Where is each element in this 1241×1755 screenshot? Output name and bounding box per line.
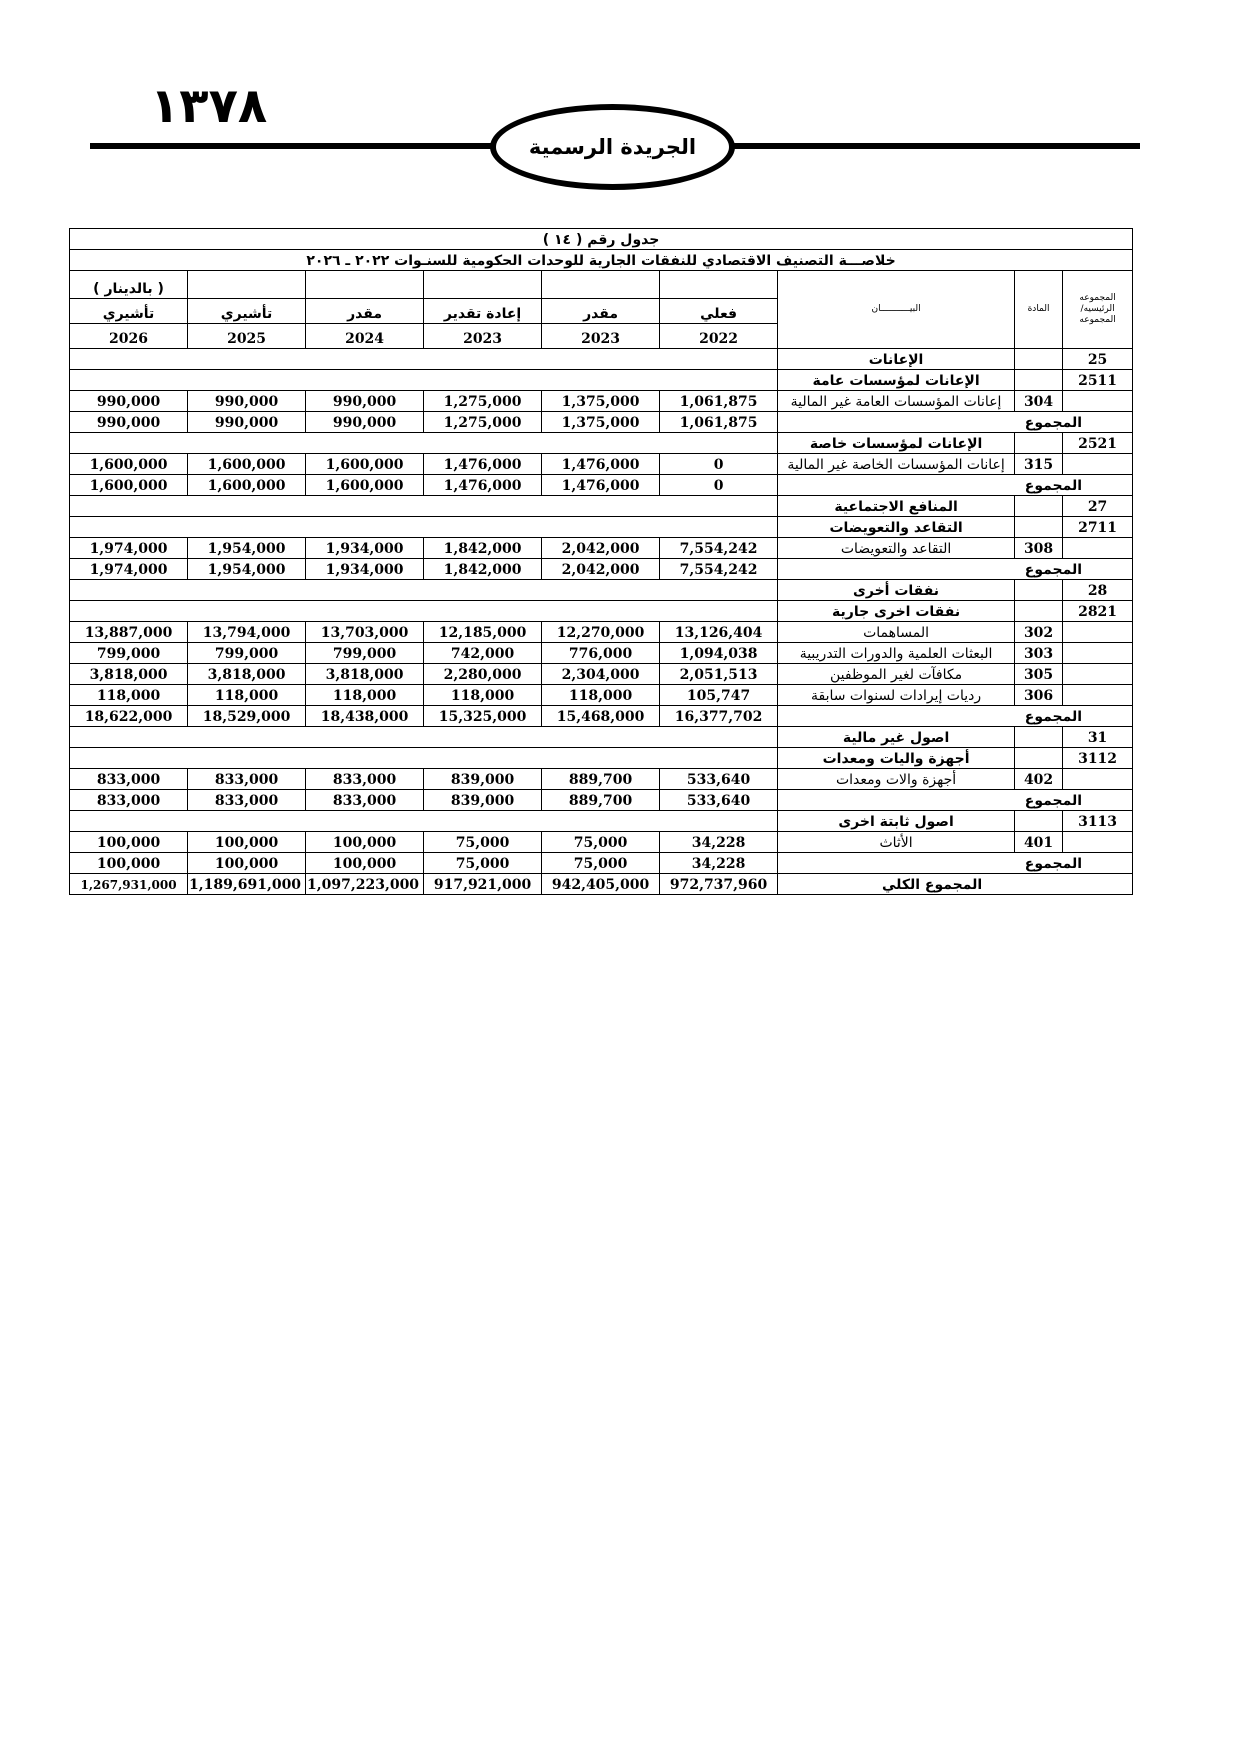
group-code: 31 xyxy=(1063,727,1133,748)
value-2023a: 889,700 xyxy=(542,790,660,811)
value-2024: 1,934,000 xyxy=(306,559,424,580)
article-code: 303 xyxy=(1015,643,1063,664)
table-subtitle: خلاصـــة التصنيف الاقتصادي للنفقات الجارية للوحدات الحكومية للسنـوات ٢٠٢٢ ـ ٢٠٢٦ xyxy=(70,250,1133,271)
budget-table xyxy=(69,228,1133,895)
article-code: 401 xyxy=(1015,832,1063,853)
value-2026: 990,000 xyxy=(70,391,188,412)
item-label: الأثاث xyxy=(778,832,1015,853)
value-2023b: 1,476,000 xyxy=(424,475,542,496)
year-2025: 2025 xyxy=(188,324,306,349)
value-2022: 34,228 xyxy=(660,832,778,853)
value-2022: 533,640 xyxy=(660,769,778,790)
value-2022: 0 xyxy=(660,454,778,475)
value-2023b: 742,000 xyxy=(424,643,542,664)
value-2023b: 75,000 xyxy=(424,832,542,853)
group-code: 3112 xyxy=(1063,748,1133,769)
year-2023b: 2023 xyxy=(424,324,542,349)
value-2023b: 12,185,000 xyxy=(424,622,542,643)
header-2023a: مقدر xyxy=(542,299,660,324)
value-2023b: 917,921,000 xyxy=(424,874,542,895)
unit-label: ( بالدينار ) xyxy=(70,271,188,299)
group-label: أجهزة واليات ومعدات xyxy=(778,748,1015,769)
year-2024: 2024 xyxy=(306,324,424,349)
value-2023a: 942,405,000 xyxy=(542,874,660,895)
value-2022: 0 xyxy=(660,475,778,496)
value-2023a: 118,000 xyxy=(542,685,660,706)
value-2025: 1,600,000 xyxy=(188,454,306,475)
value-2022: 1,094,038 xyxy=(660,643,778,664)
value-2026: 1,974,000 xyxy=(70,538,188,559)
value-2023a: 1,375,000 xyxy=(542,412,660,433)
value-2024: 990,000 xyxy=(306,412,424,433)
item-label: مكافآت لغير الموظفين xyxy=(778,664,1015,685)
year-2022: 2022 xyxy=(660,324,778,349)
value-2025: 833,000 xyxy=(188,769,306,790)
value-2026: 100,000 xyxy=(70,832,188,853)
value-2024: 799,000 xyxy=(306,643,424,664)
value-2024: 18,438,000 xyxy=(306,706,424,727)
header-2026: تأشيري xyxy=(70,299,188,324)
group-code: 2711 xyxy=(1063,517,1133,538)
value-2025: 13,794,000 xyxy=(188,622,306,643)
value-2023a: 12,270,000 xyxy=(542,622,660,643)
value-2025: 833,000 xyxy=(188,790,306,811)
value-2025: 990,000 xyxy=(188,412,306,433)
group-label: نفقات أخرى xyxy=(778,580,1015,601)
value-2023b: 15,325,000 xyxy=(424,706,542,727)
header-group: المجموعه الرئيسيه/ المجموعه xyxy=(1063,271,1133,349)
group-label: الإعانات لمؤسسات عامة xyxy=(778,370,1015,391)
group-code: 2511 xyxy=(1063,370,1133,391)
value-2023b: 75,000 xyxy=(424,853,542,874)
value-2023b: 839,000 xyxy=(424,790,542,811)
group-code: 27 xyxy=(1063,496,1133,517)
item-label: أجهزة والات ومعدات xyxy=(778,769,1015,790)
header-2023b: إعادة تقدير xyxy=(424,299,542,324)
item-label: رديات إيرادات لسنوات سابقة xyxy=(778,685,1015,706)
group-label: الإعانات لمؤسسات خاصة xyxy=(778,433,1015,454)
value-2026: 18,622,000 xyxy=(70,706,188,727)
header-2022: فعلي xyxy=(660,299,778,324)
value-2023a: 1,476,000 xyxy=(542,475,660,496)
value-2022: 2,051,513 xyxy=(660,664,778,685)
value-2025: 3,818,000 xyxy=(188,664,306,685)
value-2023a: 2,042,000 xyxy=(542,559,660,580)
value-2025: 1,189,691,000 xyxy=(188,874,306,895)
gazette-title: الجريدة الرسمية xyxy=(528,135,697,159)
value-2026: 833,000 xyxy=(70,769,188,790)
value-2023a: 75,000 xyxy=(542,853,660,874)
grand-total-label: المجموع الكلي xyxy=(778,874,1133,895)
value-2024: 118,000 xyxy=(306,685,424,706)
value-2026: 1,600,000 xyxy=(70,454,188,475)
item-label: التقاعد والتعويضات xyxy=(778,538,1015,559)
value-2022: 105,747 xyxy=(660,685,778,706)
value-2026: 118,000 xyxy=(70,685,188,706)
value-2023a: 889,700 xyxy=(542,769,660,790)
value-2026: 990,000 xyxy=(70,412,188,433)
header-2025: تأشيري xyxy=(188,299,306,324)
value-2023a: 2,304,000 xyxy=(542,664,660,685)
value-2023b: 118,000 xyxy=(424,685,542,706)
value-2025: 1,600,000 xyxy=(188,475,306,496)
group-label: الإعانات xyxy=(778,349,1015,370)
value-2024: 1,600,000 xyxy=(306,454,424,475)
article-code: 315 xyxy=(1015,454,1063,475)
year-2023a: 2023 xyxy=(542,324,660,349)
value-2022: 7,554,242 xyxy=(660,559,778,580)
value-2025: 18,529,000 xyxy=(188,706,306,727)
value-2023b: 1,275,000 xyxy=(424,391,542,412)
item-label: إعانات المؤسسات العامة غير المالية xyxy=(778,391,1015,412)
year-2026: 2026 xyxy=(70,324,188,349)
value-2024: 1,934,000 xyxy=(306,538,424,559)
group-code: 2521 xyxy=(1063,433,1133,454)
group-label: نفقات اخرى جارية xyxy=(778,601,1015,622)
group-label: اصول غير مالية xyxy=(778,727,1015,748)
value-2025: 1,954,000 xyxy=(188,538,306,559)
value-2022: 972,737,960 xyxy=(660,874,778,895)
value-2023b: 1,842,000 xyxy=(424,538,542,559)
value-2023b: 1,275,000 xyxy=(424,412,542,433)
value-2024: 990,000 xyxy=(306,391,424,412)
value-2022: 7,554,242 xyxy=(660,538,778,559)
value-2025: 990,000 xyxy=(188,391,306,412)
value-2026: 833,000 xyxy=(70,790,188,811)
value-2024: 13,703,000 xyxy=(306,622,424,643)
value-2022: 1,061,875 xyxy=(660,412,778,433)
value-2023a: 75,000 xyxy=(542,832,660,853)
value-2025: 799,000 xyxy=(188,643,306,664)
subtotal-label: المجموع xyxy=(778,412,1133,433)
value-2026: 13,887,000 xyxy=(70,622,188,643)
article-code: 302 xyxy=(1015,622,1063,643)
value-2024: 1,600,000 xyxy=(306,475,424,496)
value-2024: 1,097,223,000 xyxy=(306,874,424,895)
group-code: 25 xyxy=(1063,349,1133,370)
value-2022: 13,126,404 xyxy=(660,622,778,643)
value-2026: 1,267,931,000 xyxy=(70,874,188,895)
value-2023b: 1,842,000 xyxy=(424,559,542,580)
value-2023a: 1,375,000 xyxy=(542,391,660,412)
value-2026: 1,974,000 xyxy=(70,559,188,580)
header-2024: مقدر xyxy=(306,299,424,324)
value-2025: 118,000 xyxy=(188,685,306,706)
article-code: 304 xyxy=(1015,391,1063,412)
value-2025: 100,000 xyxy=(188,853,306,874)
subtotal-label: المجموع xyxy=(778,475,1133,496)
value-2024: 833,000 xyxy=(306,769,424,790)
subtotal-label: المجموع xyxy=(778,790,1133,811)
table-title: جدول رقم ( ١٤ ) xyxy=(70,229,1133,250)
page-number: ١٣٧٨ xyxy=(150,78,268,134)
value-2022: 533,640 xyxy=(660,790,778,811)
value-2023a: 15,468,000 xyxy=(542,706,660,727)
value-2024: 3,818,000 xyxy=(306,664,424,685)
value-2024: 833,000 xyxy=(306,790,424,811)
value-2023b: 2,280,000 xyxy=(424,664,542,685)
article-code: 308 xyxy=(1015,538,1063,559)
value-2025: 100,000 xyxy=(188,832,306,853)
group-label: اصول ثابتة اخرى xyxy=(778,811,1015,832)
value-2024: 100,000 xyxy=(306,832,424,853)
subtotal-label: المجموع xyxy=(778,706,1133,727)
gazette-header-oval xyxy=(490,104,735,190)
value-2026: 1,600,000 xyxy=(70,475,188,496)
group-code: 2821 xyxy=(1063,601,1133,622)
group-label: التقاعد والتعويضات xyxy=(778,517,1015,538)
header-article: المادة xyxy=(1015,271,1063,349)
value-2022: 34,228 xyxy=(660,853,778,874)
value-2023b: 1,476,000 xyxy=(424,454,542,475)
value-2023a: 2,042,000 xyxy=(542,538,660,559)
value-2022: 16,377,702 xyxy=(660,706,778,727)
value-2024: 100,000 xyxy=(306,853,424,874)
header-description: البيـــــــــــان xyxy=(778,271,1015,349)
value-2025: 1,954,000 xyxy=(188,559,306,580)
value-2023a: 776,000 xyxy=(542,643,660,664)
value-2026: 100,000 xyxy=(70,853,188,874)
group-label: المنافع الاجتماعية xyxy=(778,496,1015,517)
article-code: 305 xyxy=(1015,664,1063,685)
article-code: 402 xyxy=(1015,769,1063,790)
item-label: المساهمات xyxy=(778,622,1015,643)
subtotal-label: المجموع xyxy=(778,853,1133,874)
value-2023b: 839,000 xyxy=(424,769,542,790)
value-2026: 799,000 xyxy=(70,643,188,664)
group-code: 3113 xyxy=(1063,811,1133,832)
item-label: إعانات المؤسسات الخاصة غير المالية xyxy=(778,454,1015,475)
subtotal-label: المجموع xyxy=(778,559,1133,580)
article-code: 306 xyxy=(1015,685,1063,706)
item-label: البعثات العلمية والدورات التدريبية xyxy=(778,643,1015,664)
value-2026: 3,818,000 xyxy=(70,664,188,685)
value-2023a: 1,476,000 xyxy=(542,454,660,475)
group-code: 28 xyxy=(1063,580,1133,601)
value-2022: 1,061,875 xyxy=(660,391,778,412)
